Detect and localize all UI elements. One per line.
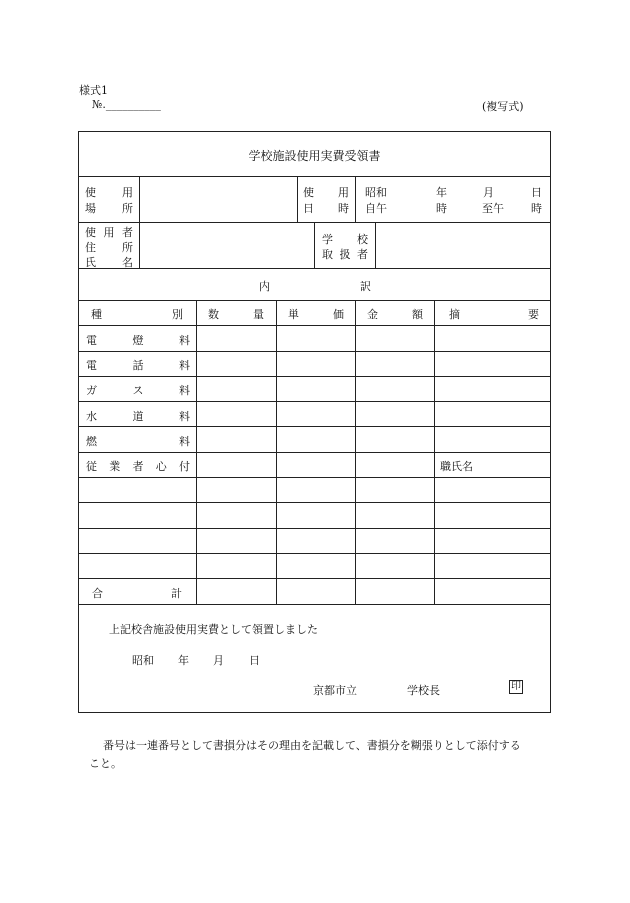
receipt-month: 月: [213, 654, 224, 667]
rule: [78, 376, 551, 377]
rule: [434, 300, 435, 604]
column-header-unit-price: 単 価: [288, 308, 344, 321]
row-label-water: 水 道 料: [86, 410, 190, 423]
rule: [355, 300, 356, 604]
name-label: 氏 名: [85, 256, 133, 269]
to-label: 至午: [482, 202, 504, 215]
rule: [78, 325, 551, 326]
column-header-amount: 金 額: [367, 308, 423, 321]
user-label-line1: 使 用 者: [85, 226, 133, 239]
rule: [139, 176, 140, 268]
row-label-telephone: 電 話 料: [86, 359, 190, 372]
rule: [78, 401, 551, 402]
remark-staff-name: 職氏名: [440, 460, 473, 473]
hour-label: 時: [436, 202, 447, 215]
rule: [78, 604, 551, 605]
rule: [78, 528, 551, 529]
form-label: 様式1: [79, 84, 108, 97]
rule: [78, 268, 551, 269]
rule: [78, 300, 551, 301]
year-label: 年: [436, 186, 447, 199]
rule: [78, 176, 551, 177]
rule: [297, 176, 298, 222]
column-header-quantity: 数 量: [208, 308, 264, 321]
rule: [375, 222, 376, 268]
month-label: 月: [483, 186, 494, 199]
rule: [78, 553, 551, 554]
rule: [78, 452, 551, 453]
rule: [196, 300, 197, 604]
rule: [314, 222, 315, 268]
receipt-statement: 上記校舎施設使用実費として領置しました: [109, 623, 318, 636]
address-label: 住 所: [85, 241, 133, 254]
place-label-line1: 使 用: [85, 186, 133, 199]
datetime-label-line1: 使 用: [303, 186, 349, 199]
number-field: №.__________: [92, 98, 161, 111]
rule: [78, 477, 551, 478]
row-label-electricity: 電 燈 料: [86, 334, 190, 347]
receipt-era: 昭和: [132, 654, 154, 667]
rule: [355, 176, 356, 222]
rule: [78, 502, 551, 503]
receipt-day: 日: [249, 654, 260, 667]
receipt-year: 年: [178, 654, 189, 667]
city-label: 京都市立: [313, 684, 357, 697]
rule: [78, 426, 551, 427]
form-title: 学校施設使用実費受領書: [248, 149, 381, 163]
from-label: 自午: [365, 202, 387, 215]
rule: [78, 351, 551, 352]
footnote-line1: 番号は一連番号として書損分はその理由を記載して、書損分を糊張りとして添付する: [103, 739, 521, 752]
rule: [276, 300, 277, 604]
era-label: 昭和: [365, 186, 387, 199]
day-label: 日: [531, 186, 542, 199]
copy-type: (複写式): [482, 100, 524, 113]
row-label-total: 合 計: [92, 587, 182, 600]
row-label-fuel: 燃 料: [86, 435, 190, 448]
place-label-line2: 場 所: [85, 202, 133, 215]
principal-label: 学校長: [407, 684, 440, 697]
column-header-type: 種 別: [91, 308, 183, 321]
hour-end-label: 時: [531, 202, 542, 215]
school-label-line2: 取 扱 者: [322, 248, 368, 261]
datetime-label-line2: 日 時: [303, 202, 349, 215]
row-label-staff-tip: 従 業 者 心 付: [86, 460, 190, 473]
school-label-line1: 学 校: [322, 233, 368, 246]
seal-mark: 印: [511, 681, 521, 692]
row-label-gas: ガ ス 料: [86, 384, 190, 397]
breakdown-heading: 内 訳: [259, 280, 371, 293]
column-header-remarks: 摘 要: [449, 308, 539, 321]
footnote-line2: こと。: [89, 757, 122, 770]
rule: [78, 578, 551, 579]
